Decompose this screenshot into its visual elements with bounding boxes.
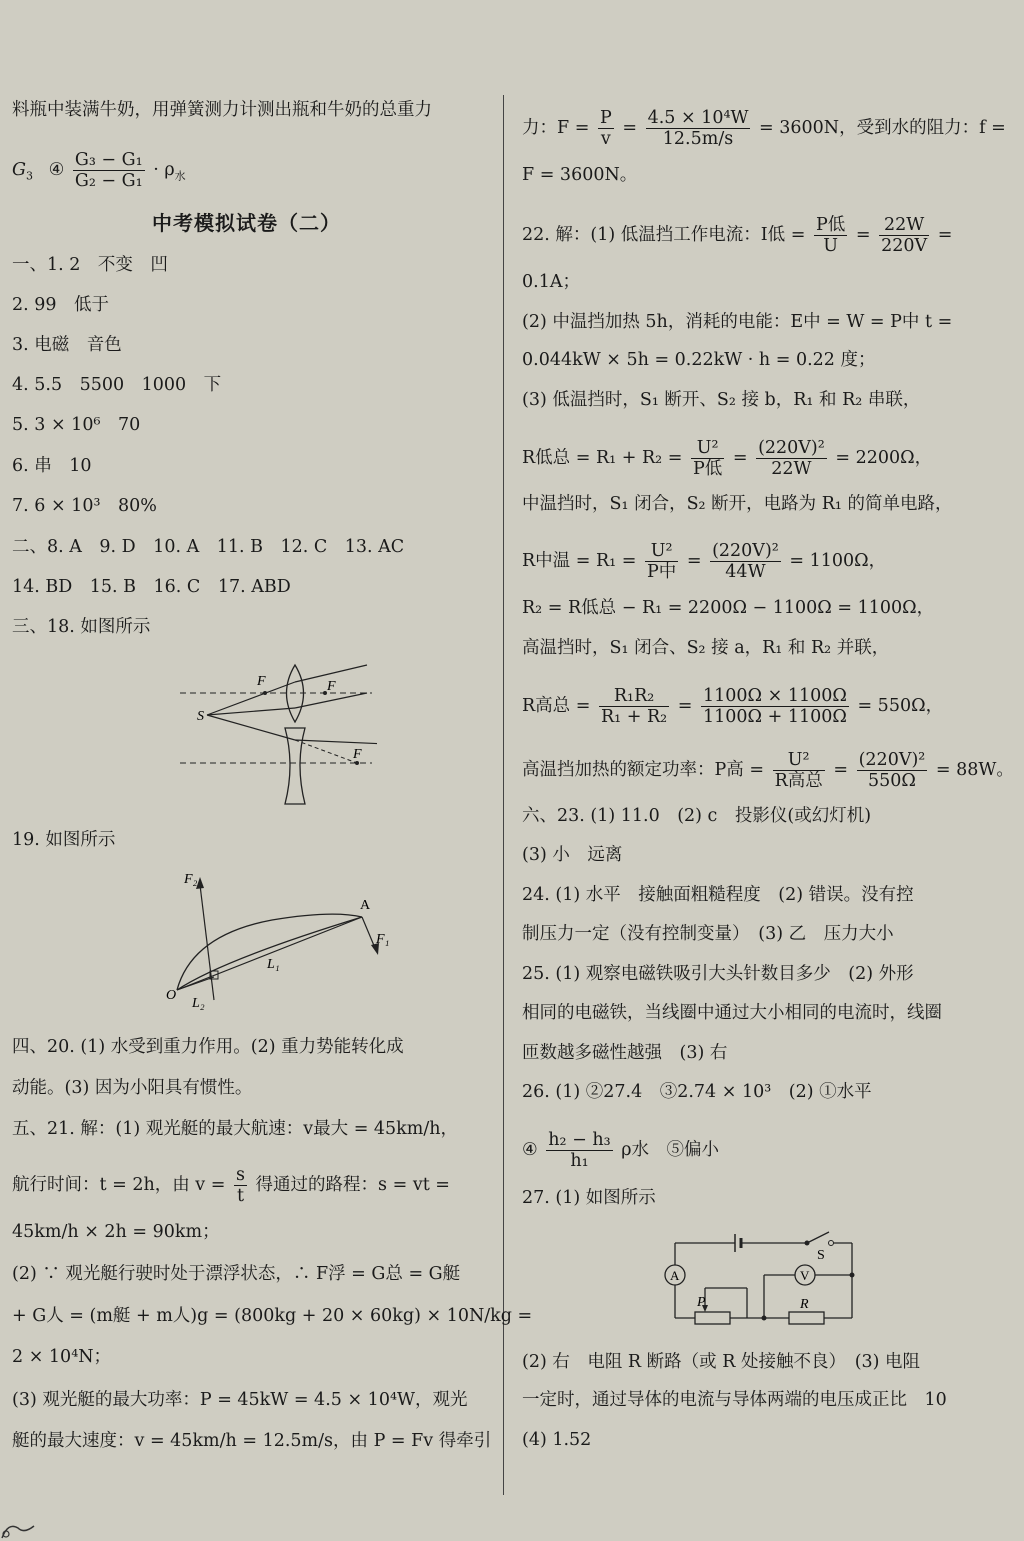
text: 水 xyxy=(174,169,186,183)
line: + G人 = (m艇 + m人)g = (800kg + 20 × 60kg) × 10N/kg = xyxy=(12,1306,533,1326)
numerator: h₂ − h₃ xyxy=(548,1130,611,1150)
text: = xyxy=(686,551,702,571)
text: 高温挡加热的额定功率：P高 = xyxy=(522,760,764,780)
denominator: v xyxy=(600,129,611,149)
force-f1 xyxy=(362,917,375,948)
corner-ornament-icon xyxy=(0,1510,40,1541)
denominator: 44W xyxy=(725,562,766,582)
label-v: V xyxy=(800,1268,810,1283)
line: (3) 小 远离 xyxy=(522,845,623,865)
text: · ρ xyxy=(153,160,175,180)
label-f: F xyxy=(327,679,336,694)
line: 二、8. A 9. D 10. A 11. B 12. C 13. AC xyxy=(12,537,405,557)
fraction xyxy=(857,750,928,791)
label-s: S xyxy=(197,709,204,724)
line: 三、18. 如图所示 xyxy=(12,617,151,637)
line: 2 × 10⁴N； xyxy=(12,1347,112,1367)
denominator: R₁ + R₂ xyxy=(600,707,668,727)
label-s: S xyxy=(817,1248,825,1263)
lever-diagram xyxy=(162,865,402,1015)
text: = xyxy=(677,696,693,716)
line: 五、21. 解：(1) 观光艇的最大航速：v最大 = 45km/h， xyxy=(12,1119,459,1139)
line: (3) 观光艇的最大功率：P = 45kW = 4.5 × 10⁴W，观光 xyxy=(12,1390,468,1410)
section-title: 中考模拟试卷（二） xyxy=(152,211,341,235)
numerator: U² xyxy=(773,750,825,771)
label-p: P xyxy=(697,1295,706,1310)
fraction xyxy=(73,150,145,191)
denominator: R高总 xyxy=(774,771,823,791)
text: 3 xyxy=(25,169,33,183)
formula-line xyxy=(522,686,943,727)
line: 4. 5.5 5500 1000 下 xyxy=(12,375,222,395)
text: ④ xyxy=(48,160,65,180)
line: 2. 99 低于 xyxy=(12,295,110,315)
line: (2) 中温挡加热 5h，消耗的电能：E中 = W = P中 t = xyxy=(522,312,953,332)
formula-line xyxy=(522,438,932,479)
numerator: (220V)² xyxy=(858,750,926,770)
numerator: s xyxy=(235,1165,245,1185)
numerator: P xyxy=(599,108,612,128)
extension-line xyxy=(295,740,357,763)
text: = xyxy=(732,448,748,468)
line: 0.1A； xyxy=(522,272,580,292)
denominator: t xyxy=(236,1186,244,1206)
line: 0.044kW × 5h = 0.22kW · h = 0.22 度； xyxy=(522,350,876,370)
formula-line xyxy=(522,215,952,256)
ray xyxy=(207,682,295,715)
fraction xyxy=(691,438,724,479)
line: 14. BD 15. B 16. C 17. ABD xyxy=(12,577,291,597)
denominator: 550Ω xyxy=(867,771,916,791)
text: = 2200Ω， xyxy=(835,448,933,468)
fraction xyxy=(599,686,669,727)
denominator: 220V xyxy=(881,236,928,256)
line: (4) 1.52 xyxy=(522,1430,592,1450)
fraction xyxy=(234,1165,247,1206)
line: 中温挡时，S₁ 闭合，S₂ 断开，电路为 R₁ 的简单电路， xyxy=(522,494,953,514)
line: 匝数越多磁性越强 (3) 右 xyxy=(522,1043,728,1063)
line: 动能。(3) 因为小阳具有惯性。 xyxy=(12,1078,253,1098)
fraction xyxy=(814,215,847,256)
column-divider xyxy=(503,95,504,1495)
denominator: P中 xyxy=(646,562,677,582)
line: 相同的电磁铁，当线圈中通过大小相同的电流时，线圈 xyxy=(522,1003,942,1023)
denominator: 12.5m/s xyxy=(662,129,734,149)
numerator: 1100Ω × 1100Ω xyxy=(702,686,847,706)
denominator: G₂ − G₁ xyxy=(74,171,143,191)
label-f2: F₂ xyxy=(184,872,198,887)
text: ④ xyxy=(522,1140,538,1160)
line: (2) ∵ 观光艇行驶时处于漂浮状态，∴ F浮 = G总 = G艇 xyxy=(12,1264,461,1284)
text: 力：F = xyxy=(522,118,590,138)
switch-lever xyxy=(807,1232,829,1243)
ray xyxy=(207,715,295,740)
text: = xyxy=(622,118,637,138)
line: 45km/h × 2h = 90km； xyxy=(12,1222,220,1242)
label-l2: L₂ xyxy=(192,996,205,1011)
fraction xyxy=(546,1130,612,1171)
numerator: U² xyxy=(691,438,724,459)
line: R₂ = R低总 − R₁ = 2200Ω − 1100Ω = 1100Ω， xyxy=(522,598,935,618)
line: 6. 串 10 xyxy=(12,456,92,476)
line: 四、20. (1) 水受到重力作用。(2) 重力势能转化成 xyxy=(12,1037,404,1057)
text: = xyxy=(833,760,849,780)
denominator: 1100Ω + 1100Ω xyxy=(702,707,847,727)
focus-point xyxy=(263,691,267,695)
line: 24. (1) 水平 接触面粗糙程度 (2) 错误。没有控 xyxy=(522,885,914,905)
line: 一定时，通过导体的电流与导体两端的电压成正比 10 xyxy=(522,1390,947,1410)
line: 制压力一定（没有控制变量） (3) 乙 压力大小 xyxy=(522,924,894,944)
text: R中温 = R₁ = xyxy=(522,551,637,571)
text: = xyxy=(855,225,871,245)
line: 一、1. 2 不变 凹 xyxy=(12,255,168,275)
formula-line xyxy=(522,1130,719,1171)
text: = 88W。 xyxy=(935,760,1014,780)
label-a: A xyxy=(360,898,371,913)
text: 22. 解：(1) 低温挡工作电流：I低 = xyxy=(522,225,806,245)
rheostat xyxy=(695,1312,730,1324)
denominator: P低 xyxy=(692,459,723,479)
fraction xyxy=(756,438,827,479)
fraction xyxy=(646,108,751,149)
formula-line xyxy=(12,1165,450,1206)
numerator: U² xyxy=(645,541,678,562)
label-a: A xyxy=(670,1268,680,1283)
text: = 550Ω， xyxy=(857,696,944,716)
line: 19. 如图所示 xyxy=(12,830,116,850)
label-f1: F₁ xyxy=(376,932,390,947)
text: = 1100Ω， xyxy=(789,551,887,571)
circuit-diagram xyxy=(657,1228,867,1338)
line: (2) 右 电阻 R 断路（或 R 处接触不良） (3) 电阻 xyxy=(522,1352,921,1372)
label-f: F xyxy=(353,747,362,762)
switch-contact xyxy=(829,1241,834,1246)
line: F = 3600N。 xyxy=(522,165,638,185)
numerator: P低 xyxy=(815,215,846,235)
ray xyxy=(207,708,295,715)
ray xyxy=(295,740,377,744)
numerator: G₃ − G₁ xyxy=(74,150,143,170)
line: 5. 3 × 10⁶ 70 xyxy=(12,415,141,435)
ray xyxy=(295,693,367,708)
fraction xyxy=(710,541,781,582)
lens-diagram xyxy=(177,660,377,810)
numerator: 22W xyxy=(879,215,929,236)
resistor xyxy=(789,1312,824,1324)
text: = xyxy=(937,225,953,245)
denominator: 22W xyxy=(771,459,812,479)
line: (3) 低温挡时，S₁ 断开、S₂ 接 b，R₁ 和 R₂ 串联， xyxy=(522,390,921,410)
formula-line xyxy=(522,108,1006,149)
fraction xyxy=(598,108,614,149)
label-o: O xyxy=(166,988,177,1003)
line: 高温挡时，S₁ 闭合、S₂ 接 a，R₁ 和 R₂ 并联， xyxy=(522,638,890,658)
fraction xyxy=(773,750,825,791)
fraction xyxy=(879,215,929,256)
line: 7. 6 × 10³ 80% xyxy=(12,496,157,516)
fraction xyxy=(701,686,849,727)
formula-line xyxy=(522,750,1014,791)
numerator: (220V)² xyxy=(758,438,825,458)
line: 3. 电磁 音色 xyxy=(12,335,122,355)
line: 艇的最大速度：v = 45km/h = 12.5m/s，由 P = Fv 得牵引 xyxy=(12,1431,492,1451)
text: G xyxy=(12,160,26,180)
label-r: R xyxy=(800,1297,809,1312)
numerator: (220V)² xyxy=(712,541,779,561)
line: 25. (1) 观察电磁铁吸引大头针数目多少 (2) 外形 xyxy=(522,964,914,984)
fraction xyxy=(645,541,678,582)
label-l1: L₁ xyxy=(267,957,280,972)
denominator: h₁ xyxy=(570,1151,589,1171)
text: R高总 = xyxy=(522,696,591,716)
formula-line xyxy=(522,541,886,582)
text: R低总 = R₁ + R₂ = xyxy=(522,448,683,468)
text: 航行时间：t = 2h，由 v = xyxy=(12,1175,226,1195)
label-f: F xyxy=(257,674,266,689)
line: 六、23. (1) 11.0 (2) c 投影仪(或幻灯机) xyxy=(522,806,872,826)
numerator: 4.5 × 10⁴W xyxy=(647,108,749,128)
formula-line xyxy=(12,150,186,191)
line: 料瓶中装满牛奶，用弹簧测力计测出瓶和牛奶的总重力 xyxy=(12,100,432,120)
numerator: R₁R₂ xyxy=(599,686,669,707)
denominator: U xyxy=(823,236,838,256)
line: 27. (1) 如图所示 xyxy=(522,1188,656,1208)
text: ρ水 ⑤偏小 xyxy=(621,1140,720,1160)
junction xyxy=(850,1273,855,1278)
text: = 3600N，受到水的阻力：f = xyxy=(759,118,1006,138)
text: 得通过的路程：s = vt = xyxy=(255,1175,450,1195)
line: 26. (1) ②27.4 ③2.74 × 10³ (2) ①水平 xyxy=(522,1082,872,1102)
